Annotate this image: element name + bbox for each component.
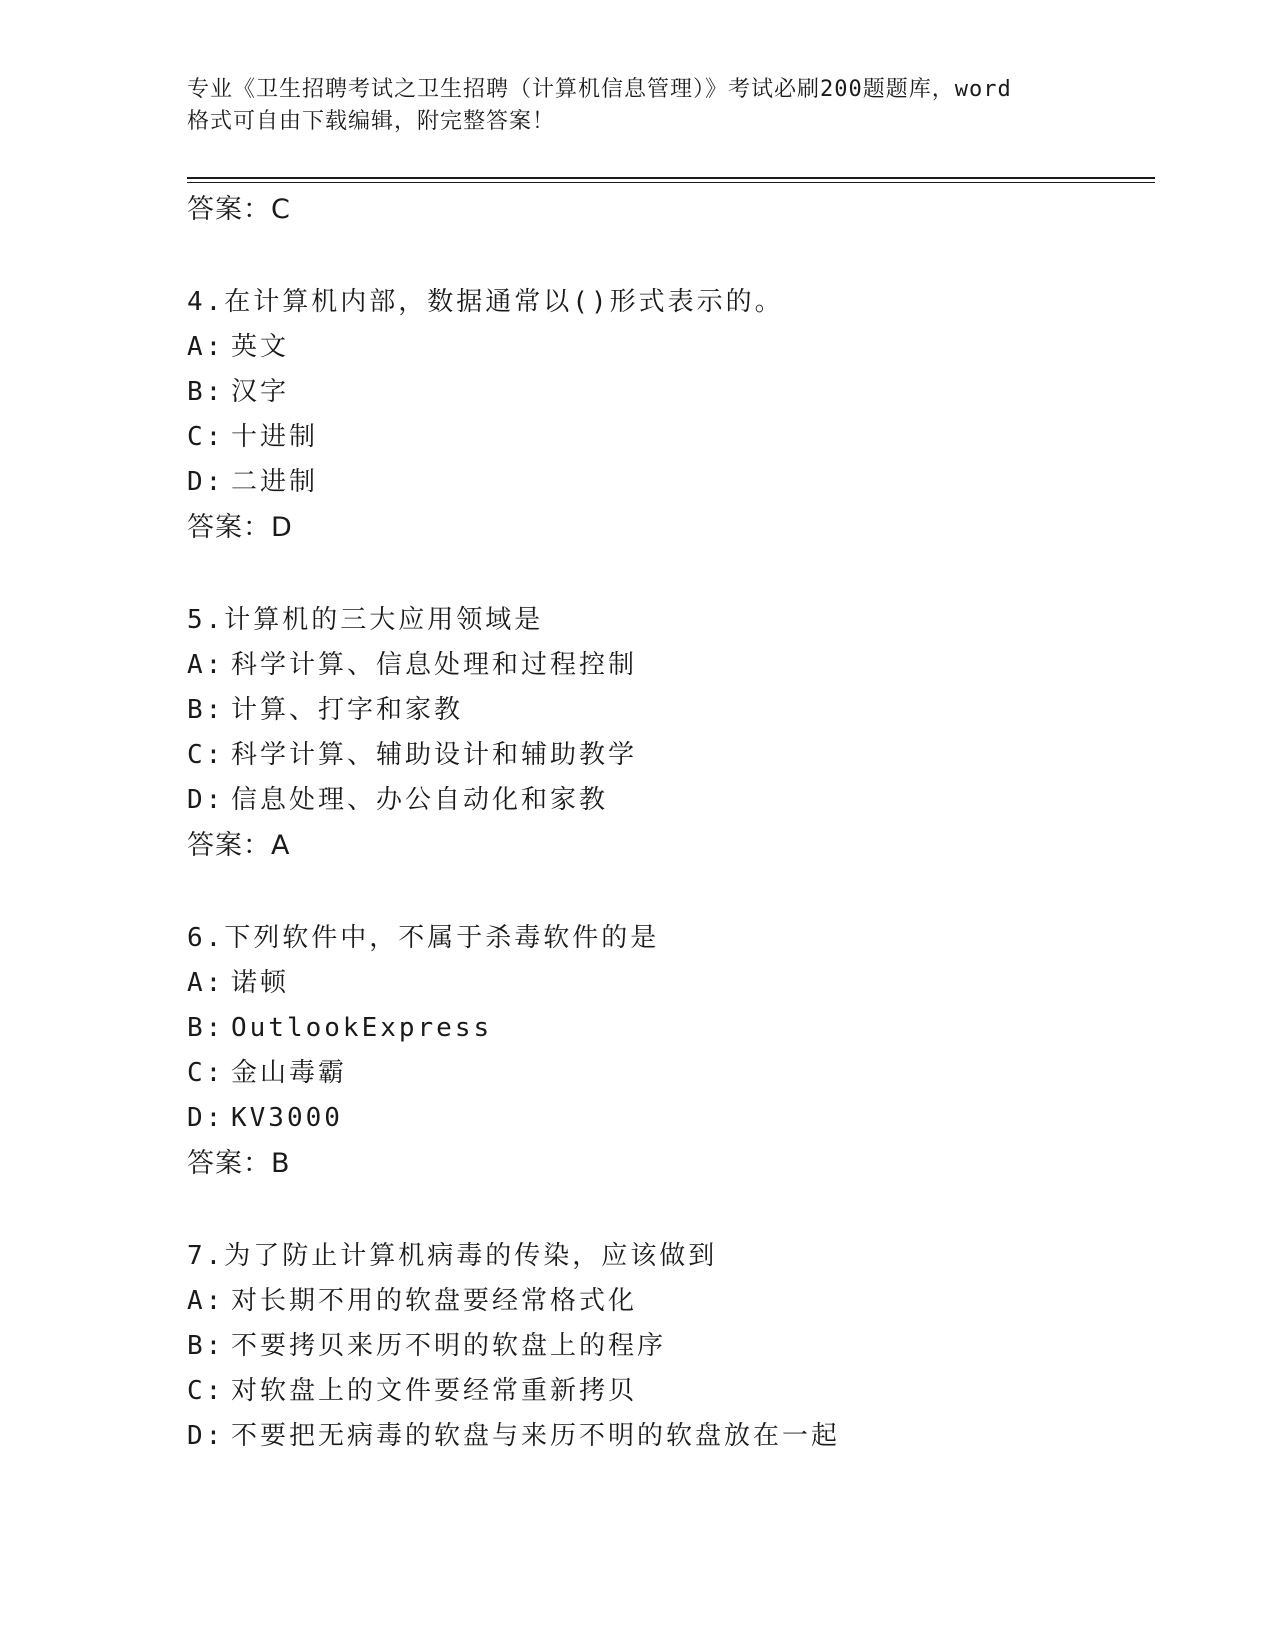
option-b (187, 1324, 1155, 1369)
header-divider-thick (187, 177, 1155, 179)
option-letter: B: (187, 377, 225, 407)
previous-answer: 答案：C (187, 194, 291, 225)
option-text: 不要拷贝来历不明的软盘上的程序 (231, 1331, 667, 1361)
question-block-6 (187, 915, 1155, 1186)
option-letter: A: (187, 332, 225, 362)
option-d (187, 1096, 1155, 1141)
option-text: 二进制 (231, 467, 319, 497)
option-text: 科学计算、辅助设计和辅助教学 (231, 740, 638, 770)
option-text: 金山毒霸 (231, 1058, 348, 1088)
question-text: 6.下列软件中，不属于杀毒软件的是 (187, 923, 660, 953)
option-d (187, 1414, 1155, 1459)
option-text: OutlookExpress (231, 1013, 493, 1043)
option-letter: C: (187, 422, 225, 452)
option-letter: B: (187, 695, 225, 725)
option-text: 计算、打字和家教 (231, 695, 464, 725)
option-a (187, 961, 1155, 1006)
option-letter: B: (187, 1013, 225, 1043)
answer-text: 答案：A (187, 830, 291, 861)
option-b (187, 370, 1155, 415)
question-text: 4.在计算机内部，数据通常以()形式表示的。 (187, 287, 784, 317)
option-letter: B: (187, 1331, 225, 1361)
option-b (187, 688, 1155, 733)
option-b (187, 1006, 1155, 1051)
option-d (187, 778, 1155, 823)
option-text: 对长期不用的软盘要经常格式化 (231, 1286, 638, 1316)
option-letter: A: (187, 650, 225, 680)
option-letter: D: (187, 785, 225, 815)
option-d (187, 460, 1155, 505)
option-c (187, 1051, 1155, 1096)
option-c (187, 1369, 1155, 1414)
answer-text: 答案：B (187, 1148, 291, 1179)
option-text: 英文 (231, 332, 290, 362)
option-text: 对软盘上的文件要经常重新拷贝 (231, 1376, 638, 1406)
option-text: 诺顿 (231, 968, 290, 998)
option-c (187, 415, 1155, 460)
question-text: 5.计算机的三大应用领域是 (187, 605, 544, 635)
option-letter: C: (187, 1058, 225, 1088)
option-c (187, 733, 1155, 778)
question-list (187, 187, 1155, 1459)
document-header (187, 74, 1087, 138)
answer-text: 答案：D (187, 512, 293, 543)
option-letter: D: (187, 467, 225, 497)
question-block-7 (187, 1233, 1155, 1459)
option-letter: D: (187, 1103, 225, 1133)
option-text: 十进制 (231, 422, 319, 452)
header-title-line-1: 专业《卫生招聘考试之卫生招聘（计算机信息管理）》考试必刷200题题库，word (187, 77, 1012, 102)
header-title-line-2: 格式可自由下载编辑，附完整答案！ (187, 109, 556, 134)
question-block-4 (187, 279, 1155, 550)
option-a (187, 325, 1155, 370)
option-letter: D: (187, 1421, 225, 1451)
option-text: 不要把无病毒的软盘与来历不明的软盘放在一起 (231, 1421, 841, 1451)
option-a (187, 1279, 1155, 1324)
option-letter: C: (187, 740, 225, 770)
option-text: 汉字 (231, 377, 290, 407)
option-text: 信息处理、办公自动化和家教 (231, 785, 609, 815)
header-divider-thin (187, 182, 1155, 183)
question-text: 7.为了防止计算机病毒的传染，应该做到 (187, 1241, 718, 1271)
option-text: KV3000 (231, 1103, 343, 1133)
question-block-5 (187, 597, 1155, 868)
option-text: 科学计算、信息处理和过程控制 (231, 650, 638, 680)
option-letter: C: (187, 1376, 225, 1406)
option-letter: A: (187, 968, 225, 998)
option-letter: A: (187, 1286, 225, 1316)
option-a (187, 643, 1155, 688)
